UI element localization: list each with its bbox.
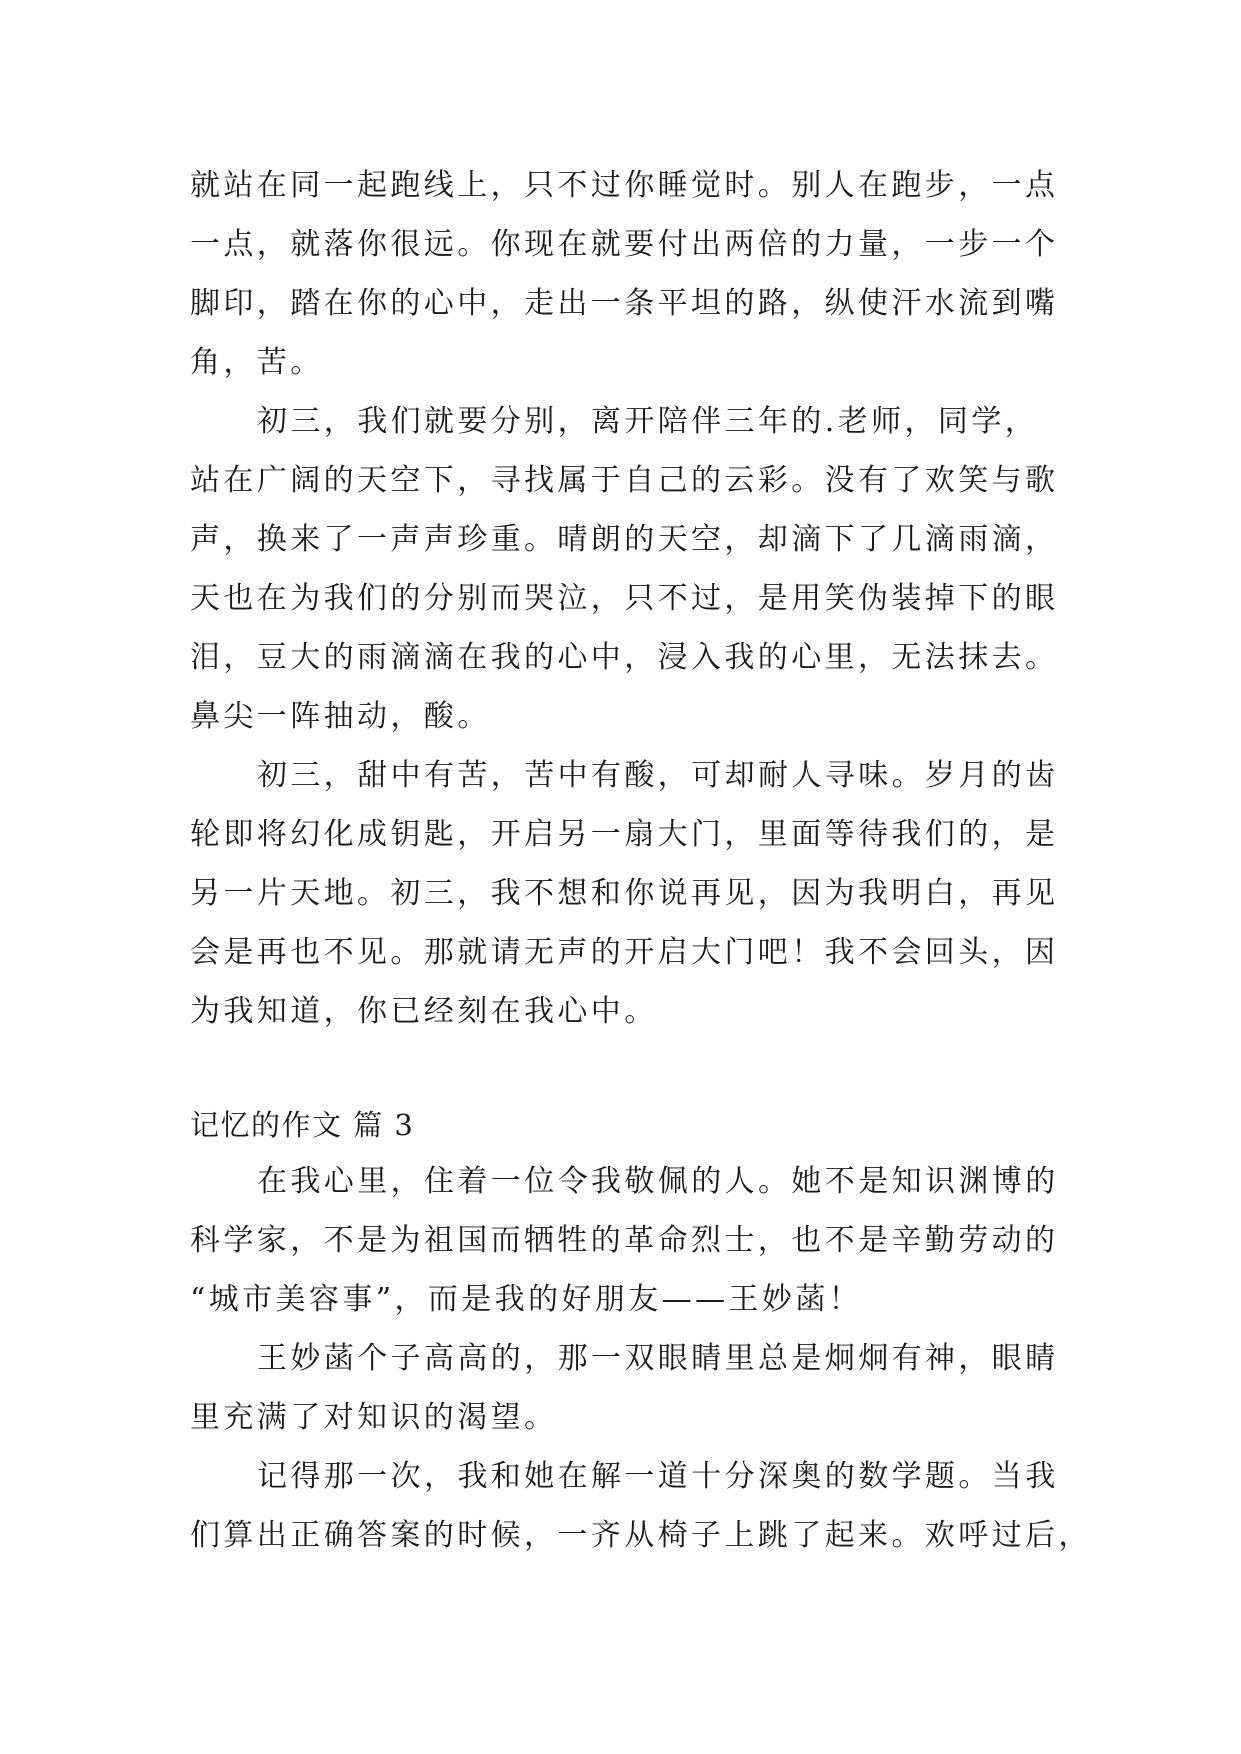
text-line: 声，换来了一声声珍重。晴朗的天空，却滴下了几滴雨滴， bbox=[190, 522, 1059, 557]
text-line: 里充满了对知识的渴望。 bbox=[190, 1400, 558, 1435]
section-heading: 记忆的作文 篇 3 bbox=[190, 1108, 415, 1142]
text-line: 为我知道，你已经刻在我心中。 bbox=[190, 994, 658, 1029]
text-line: 一点，就落你很远。你现在就要付出两倍的力量，一步一个 bbox=[190, 227, 1059, 262]
text-line: 会是再也不见。那就请无声的开启大门吧！我不会回头，因 bbox=[190, 935, 1059, 970]
text-line: 轮即将幻化成钥匙，开启另一扇大门，里面等待我们的，是 bbox=[190, 817, 1059, 852]
text-line: 脚印，踏在你的心中，走出一条平坦的路，纵使汗水流到嘴 bbox=[190, 286, 1059, 321]
paragraph-start-line: 在我心里，住着一位令我敬佩的人。她不是知识渊博的 bbox=[257, 1164, 1059, 1199]
text-line: 天也在为我们的分别而哭泣，只不过，是用笑伪装掉下的眼 bbox=[190, 581, 1059, 616]
essay-section-1 bbox=[190, 156, 1070, 1041]
text-line: 就站在同一起跑线上，只不过你睡觉时。别人在跑步，一点 bbox=[190, 168, 1059, 203]
paragraph-start-line: 初三，我们就要分别，离开陪伴三年的.老师，同学， bbox=[257, 404, 1039, 439]
text-line: 科学家，不是为祖国而牺牲的革命烈士，也不是辛勤劳动的 bbox=[190, 1223, 1059, 1258]
text-line: 另一片天地。初三，我不想和你说再见，因为我明白，再见 bbox=[190, 876, 1059, 911]
text-line: 鼻尖一阵抽动，酸。 bbox=[190, 699, 491, 734]
text-line: 站在广阔的天空下，寻找属于自己的云彩。没有了欢笑与歌 bbox=[190, 463, 1059, 498]
text-line: 们算出正确答案的时候，一齐从椅子上跳了起来。欢呼过后， bbox=[190, 1518, 1092, 1553]
paragraph-start-line: 记得那一次，我和她在解一道十分深奥的数学题。当我 bbox=[257, 1459, 1059, 1494]
text-line: 泪，豆大的雨滴滴在我的心中，浸入我的心里，无法抹去。 bbox=[190, 640, 1059, 675]
paragraph-start-line: 初三，甜中有苦，苦中有酸，可却耐人寻味。岁月的齿 bbox=[257, 758, 1059, 793]
essay-section-2 bbox=[190, 1152, 1092, 1565]
text-line: “城市美容事”，而是我的好朋友——王妙菡！ bbox=[190, 1282, 863, 1317]
text-line: 角，苦。 bbox=[190, 345, 324, 380]
paragraph-start-line: 王妙菡个子高高的，那一双眼睛里总是炯炯有神，眼睛 bbox=[257, 1341, 1059, 1376]
